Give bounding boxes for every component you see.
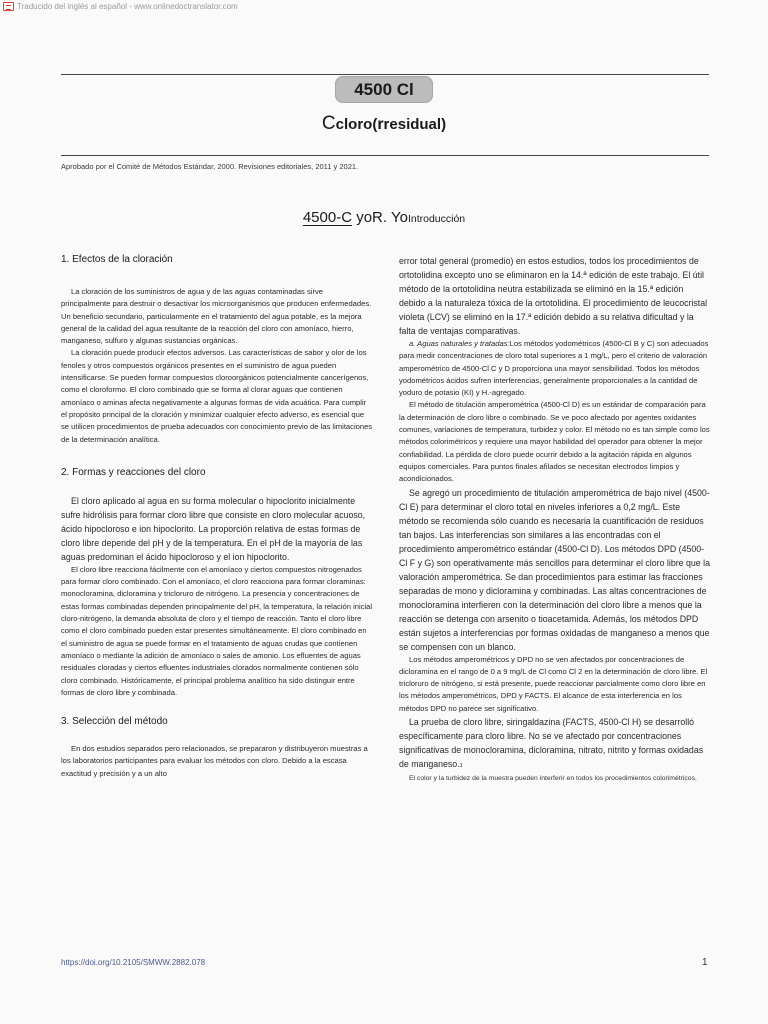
paragraph: La cloración puede producir efectos adversos. Las características de sabor y olor de los fenoles y otros compuestos orgánicos presentes en el suministro de agua pueden intensificarse. Se pueden formar compuestos cloroorgánicos potencialmente cancerígenos, como el cloroformo. El cloro combinado que se forma al clorar aguas que contienen amoníaco o aminas afecta negativamente a algunas formas de vida acuática. Para cumplir el propósito principal de la cloración y minimizar cualquier efecto adverso, es esencial que se utilicen procedimientos de prueba adecuados con conocimiento previo de las limitaciones de la determinación analítica.	[61, 348, 373, 444]
paragraph: La prueba de cloro libre, siringaldazina (FACTS, 4500-Cl H) se desarrolló específicamente para cloro libre. No se ve afectado por concentraciones significativas de monocloramina, dicloramina, nitrato, nitrito y formas oxidadas de manganeso.1	[399, 717, 704, 770]
translator-logo-icon	[3, 2, 14, 11]
paragraph: En dos estudios separados pero relacionados, se prepararon y distribuyeron muestras a los laboratorios participantes para evaluar los métodos con cloro. Debido a la escasa exactitud y precisión y a un alto	[61, 744, 368, 778]
right-column	[399, 254, 711, 784]
title-rule	[61, 155, 709, 156]
paragraph: El cloro aplicado al agua en su forma molecular o hipoclorito inicialmente sufre hidrólisis para formar cloro libre que consiste en cloro molecular acuoso, ácido hipocloroso e ion hipoclorito. La proporción relativa de estas formas de cloro libre depende del pH y de la temperatura. En el pH de la mayoría de las aguas predominan el ácido hipocloroso y el ion hipoclorito.	[61, 495, 366, 562]
method-badge: 4500 Cl	[335, 76, 433, 103]
subheading-natural-waters: a. Aguas naturales y tratadas:	[409, 339, 510, 348]
document-title: Ccloro(rresidual)	[321, 113, 447, 134]
translator-link[interactable]: Traducido del inglés al español - www.onlinedoctranslator.com	[17, 1, 238, 11]
section-heading: 4500-C yoR. YoIntroducción	[302, 209, 466, 226]
footnote-marker: 1	[459, 763, 463, 770]
paragraph: El cloro libre reacciona fácilmente con el amoníaco y ciertos compuestos nitrogenados para formar cloro combinado. Con el amoníaco, el cloro reacciona para formar cloraminas: monocloramina, dicloramina y tricloruro de nitrógeno. La presencia y concentraciones de estas formas combinadas dependen principalmente del pH, la temperatura, la relación inicial cloro-nitrógeno, la demanda absoluta de cloro y el tiempo de reacción. Tanto el cloro libre como el cloro combinado pueden estar presentes simultáneamente. El cloro combinado en el suministro de agua se puede formar en el tratamiento de aguas crudas que contienen amoníaco o mediante la adición de amoníaco o sales de amonio. Los efluentes de aguas residuales cloradas y ciertos efluentes industriales clorados normalmente contienen sólo cloro combinado. Históricamente, el principal problema analítico ha sido distinguir entre formas de cloro libre y combinada.	[61, 564, 373, 697]
paragraph: Los métodos amperométricos y DPD no se ven afectados por concentraciones de dicloramina en el rango de 0 a 9 mg/L de Cl como Cl 2 en la determinación de cloro libre. El tricloruro de nitrógeno, si está presente, puede reaccionar parcialmente como cloro libre en los métodos amperométricos, DPD y FACTS. El alcance de esta interferencia en los métodos DPD no parece ser significativo.	[399, 654, 708, 713]
approval-note: Aprobado por el Comité de Métodos Estándar, 2000. Revisiones editoriales, 2011 y 2021.	[61, 162, 359, 171]
paragraph: La cloración de los suministros de agua y de las aguas contaminadas sirve principalmente para destruir o desactivar los microorganismos que producen enfermedades. Un beneficio secundario, particularmente en el tratamiento del agua potable, es la mejora general de la calidad del agua resultante de la reacción del cloro con amoníaco, hierro, manganeso, sulfuro y algunas sustancias orgánicas.	[61, 287, 372, 346]
doi-link[interactable]: https://doi.org/10.2105/SMWW.2882.078	[61, 958, 206, 967]
page-number: 1	[702, 957, 708, 968]
footnote: El color y la turbidez de la muestra pueden interferir en todos los procedimientos colorimétricos.	[409, 775, 697, 783]
paragraph: El método de titulación amperométrica (4500-Cl D) es un estándar de comparación para la determinación de cloro libre o combinado. Se ve poco afectado por agentes oxidantes comunes, variaciones de temperatura, turbidez y color. El método no es tan simple como los métodos colorimétricos y requiere una mayor habilidad del operador para obtener la mejor confiabilidad. La pérdida de cloro puede ocurrir debido a la agitación rápida en algunos equipos comerciales. Para puntos finales afilados se necesitan electrodos limpios y acondicionados.	[399, 400, 710, 484]
paragraph: error total general (promedio) en estos estudios, todos los procedimientos de ortotolidina excepto uno se eliminaron en la 14.ª edición de este trabajo. El útil método de la ortotolidina neutra estabilizada se eliminó en la 15.ª edición debido a la naturaleza tóxica de la ortotolidina. El procedimiento de leucocristal violeta (LCV) se eliminó en la 17.ª edición debido a su relativa dificultad y la falta de ventajas comparativas.	[399, 256, 708, 336]
left-column	[61, 254, 373, 780]
heading-selection: 3. Selección del método	[61, 716, 168, 728]
paragraph: a. Aguas naturales y tratadas:Los métodos yodométricos (4500-Cl B y C) son adecuados para medir concentraciones de cloro total superiores a 1 mg/L, pero el criterio de valoración amperométrico de 4500-Cl C y D proporciona una mayor sensibilidad. Todos los métodos yodométricos ácidos sufren interferencias, generalmente proporcionales a la cantidad de yoduro de potasio (KI) y H.-agregado.	[399, 339, 709, 398]
paragraph: Se agregó un procedimiento de titulación amperométrica de bajo nivel (4500-Cl E) para determinar el cloro total en niveles inferiores a 0,2 mg/L. Este método se recomienda sólo cuando es necesaria la cuantificación de residuos tan bajos. Las interferencias son similares a las encontradas con el procedimiento amperométrico estándar (4500-Cl D). Los métodos DPD (4500-Cl F y G) son operativamente más sencillos para determinar el cloro libre que la valoración amperométrica. Se dan procedimientos para estimar las fracciones separadas de mono y dicloramina y combinadas. Las altas concentraciones de monocloramina interfieren con la determinación del cloro libre a menos que la reacción se detenga con arsenito o tioacetamida. Además, los métodos DPD están sujetos a interferencias por formas oxidadas de manganeso a menos que se compensen con un blanco.	[399, 487, 710, 652]
top-rule	[61, 74, 709, 75]
translator-banner[interactable]	[3, 0, 238, 12]
heading-effects: 1. Efectos de la cloración	[61, 254, 173, 265]
heading-forms: 2. Formas y reacciones del cloro	[61, 466, 206, 478]
